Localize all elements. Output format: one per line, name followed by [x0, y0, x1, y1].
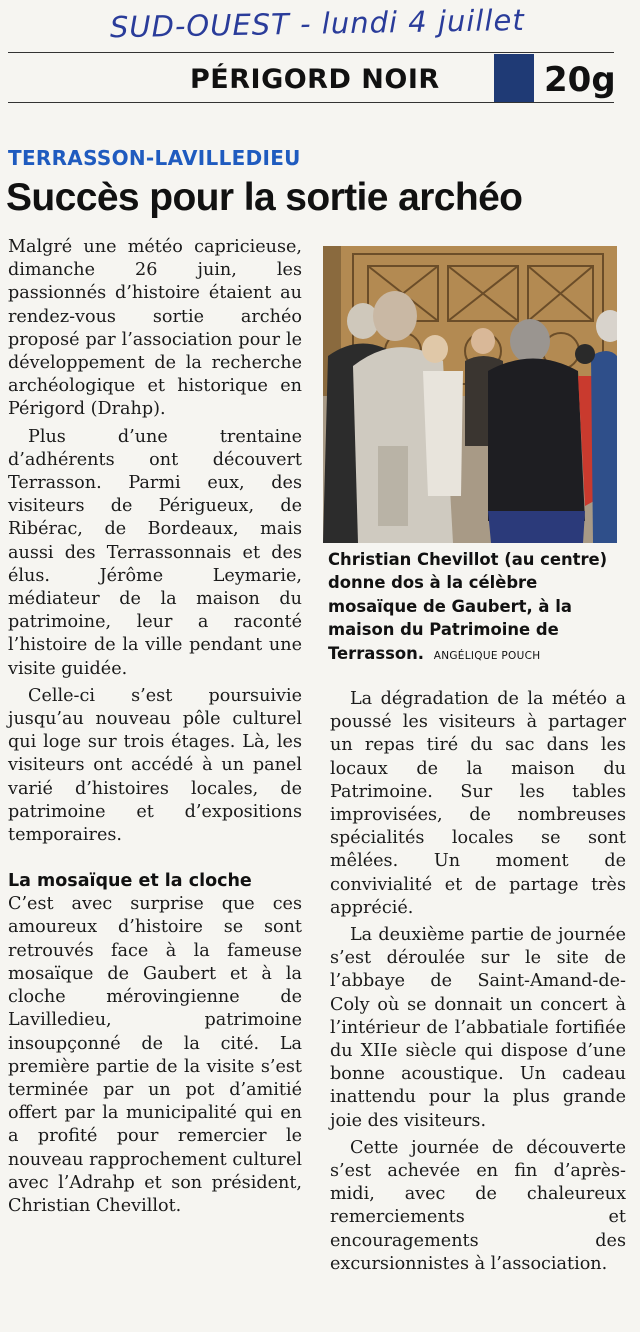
photo-credit: ANGÉLIQUE POUCH	[433, 649, 541, 662]
section-color-block	[494, 54, 534, 102]
body-paragraph: Plus d’une trentaine d’adhérents ont découvert Terrasson. Parmi eux, des visiteurs de Périgueux, de Ribérac, de Bordeaux, mais aussi des Terrassonnais et des élus. Jérôme Leymarie, médiateur de la maison du patrimoine, leur a raconté l’histoire de la ville pendant une visite guidée.	[8, 426, 302, 679]
body-paragraph: Celle-ci s’est poursuivie jusqu’au nouveau pôle culturel qui loge sur trois étages. Là, les visiteurs ont accédé à un panel varié d’histoires locales, de patrimoine et d’expositions temporaires.	[8, 685, 302, 846]
group-photo-icon	[323, 246, 617, 543]
page-number: 20g	[544, 60, 616, 100]
left-column	[8, 236, 302, 1218]
article-kicker: TERRASSON-LAVILLEDIEU	[8, 146, 301, 170]
caption-text: Christian Chevillot (au centre) donne dos à la célèbre mosaïque de Gaubert, à la maison du Patrimoine de Terrasson.	[328, 550, 608, 663]
photo-caption	[328, 548, 618, 668]
body-paragraph: Cette journée de découverte s’est achevée en fin d’après-midi, avec de chaleureux remerciements et encouragements des excursionnistes à l’association.	[330, 1137, 626, 1274]
masthead-top-rule	[8, 52, 614, 53]
handwritten-source-note: SUD-OUEST - lundi 4 juillet	[109, 2, 526, 45]
section-name: PÉRIGORD NOIR	[190, 64, 440, 95]
article-headline: Succès pour la sortie archéo	[6, 176, 523, 219]
body-paragraph: La deuxième partie de journée s’est déroulée sur le site de l’abbaye de Saint-Amand-de-Coly où se donnait un concert à l’intérieur de l’abbatiale fortifiée du XIIe siècle qui dispose d’une bonne acoustique. Un cadeau inattendu pour la plus grande joie des visiteurs.	[330, 925, 626, 1131]
body-paragraph: La dégradation de la météo a poussé les visiteurs à partager un repas tiré du sac dans les locaux de la maison du Patrimoine. Sur les tables improvisées, de nombreuses spécialités locales se sont mêlées. Un moment de convivialité et de partage très apprécié.	[330, 689, 626, 918]
masthead-bottom-rule	[8, 102, 614, 103]
right-column	[330, 688, 626, 1276]
body-paragraph: C’est avec surprise que ces amoureux d’histoire se sont retrouvés face à la fameuse mosaïque de Gaubert et à la cloche mérovingienne de Lavilledieu, patrimoine insoupçonné de la cité. La première partie de la visite s’est terminée par un pot d’amitié offert par la municipalité qui en a profité pour remercier le nouveau rapprochement culturel avec l’Adrahp et son président, Christian Chevillot.	[8, 894, 302, 1216]
body-paragraph: Malgré une météo capricieuse, dimanche 26 juin, les passionnés d’histoire étaient au rendez-vous sortie archéo proposé par l’association pour le développement de la recherche archéologique et historique en Périgord (Drahp).	[8, 237, 302, 420]
article-subhead: La mosaïque et la cloche	[8, 871, 252, 892]
